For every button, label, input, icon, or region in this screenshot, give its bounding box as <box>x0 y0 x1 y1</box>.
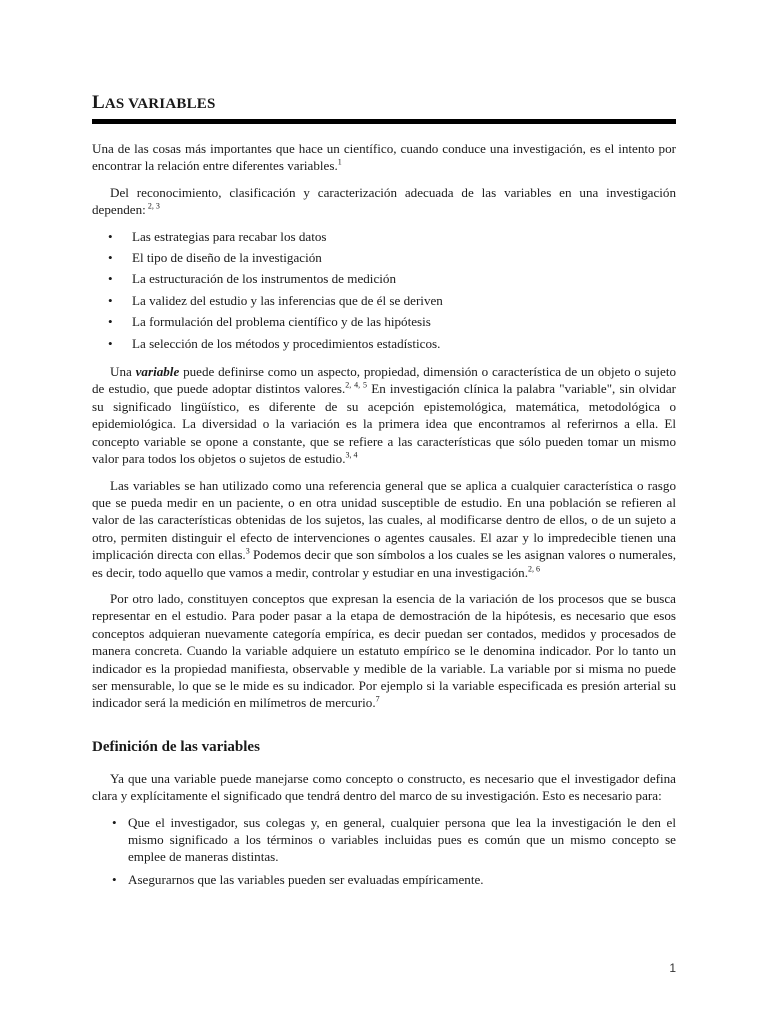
paragraph-dependen: Del reconocimiento, clasificación y caracterización adecuada de las variables en una investigación dependen: $^{2, 3}$ <box>92 184 676 218</box>
paragraph-intro: Una de las cosas más importantes que hace un científico, cuando conduce una investigación, es el intento por encontrar la relación entre diferentes variables.$^1$ <box>92 141 676 174</box>
list-item: • Las estrategias para recabar los datos <box>108 228 327 244</box>
title-rest: AS VARIABLES <box>104 96 216 112</box>
title-rule <box>92 119 676 124</box>
list-item: • La formulación del problema científico y de las hipótesis <box>108 314 431 330</box>
bullet-icon: • <box>108 228 113 244</box>
list-item: • La estructuración de los instrumentos de medición <box>108 271 396 287</box>
section-heading: Definición de las variables <box>92 738 260 755</box>
purpose-list <box>92 814 676 889</box>
bullet-icon: • <box>108 314 113 330</box>
bullet-icon: • <box>108 335 113 351</box>
dependencies-list <box>92 228 676 352</box>
paragraph-usage: Las variables se han utilizado como una referencia general que se aplica a cualquier característica o rasgo que se pueda medir en un paciente, o en otra unidad susceptible de estudio. En una población se refieren al valor de las características obtenidas de los sujetos, las cuales, al modificarse dentro de ellos, o de un sujeto a otro, permiten distinguir el efecto de intervenciones o agentes causales. El azar y lo impredecible tienen una implicación directa con ellas.$^3$ Podemos decir que son símbolos a los cuales se les asignan valores o numerales, es decir, todo aquello que vamos a medir, controlar y estudiar en una investigación.$^{2, 6}$ <box>92 477 676 580</box>
list-item: • La selección de los métodos y procedimientos estadísticos. <box>108 335 441 351</box>
list-item: • Que el investigador, sus colegas y, en general, cualquier persona que lea la investigación le den el mismo significado a los términos o variables incluidas pues es común que un mismo concepto se emplee de maneras distintas. <box>112 814 676 865</box>
list-item: • El tipo de diseño de la investigación <box>108 250 322 266</box>
bullet-icon: • <box>108 292 113 308</box>
list-item: • Asegurarnos que las variables pueden ser evaluadas empíricamente. <box>112 871 484 887</box>
paragraph-definition: Una variable puede definirse como un aspecto, propiedad, dimensión o característica de un objeto o sujeto de estudio, que puede adoptar distintos valores.$^{2, 4, 5}$ En investigación clínica la palabra "variable", sin olvidar su significado lingüístico, es diferente de su acepción epistemológica, matemática, metodológica o epidemiológica. La diversidad o la variación es la primera idea que encontramos al referirnos a ella. El concepto variable se opone a constante, que se refiere a las características que sólo pueden tomar un mismo valor para todos los objetos o sujetos de estudio.$^{3, 4}$ <box>92 364 677 467</box>
bullet-icon: • <box>112 871 117 887</box>
list-item: • La validez del estudio y las inferencias que de él se deriven <box>108 292 443 308</box>
title-initial: L <box>92 92 105 113</box>
emphasis-variable: variable <box>135 364 180 380</box>
paragraph-indicator: Por otro lado, constituyen conceptos que expresan la esencia de la variación de los procesos que se busca representar en el estudio. Para poder pasar a la etapa de demostración de la hipótesis, es necesario que esos conceptos adquieran nuevamente categoría empírica, es decir puedan ser contados, medidos y procesados de manera concreta. Cuando la variable adquiere un estatuto empírico se le denomina indicador. Por lo tanto un indicador es la propiedad manifiesta, observable y medible de la variable. La variable por si misma no puede ser mensurable, lo que se le mide es su indicador. Por ejemplo si la variable especificada es presión arterial su indicador será la medición en milímetros de mercurio.$^7$ <box>92 590 676 711</box>
bullet-icon: • <box>112 814 117 830</box>
page-content <box>92 92 676 893</box>
paragraph-section-intro: Ya que una variable puede manejarse como concepto o constructo, es necesario que el investigador defina clara y explícitamente el significado que tendrá dentro del marco de su investigación. Esto es necesario para: <box>92 770 676 804</box>
bullet-icon: • <box>108 271 113 287</box>
page-title <box>92 92 676 119</box>
bullet-icon: • <box>108 250 113 266</box>
page-number: 1 <box>669 961 676 975</box>
